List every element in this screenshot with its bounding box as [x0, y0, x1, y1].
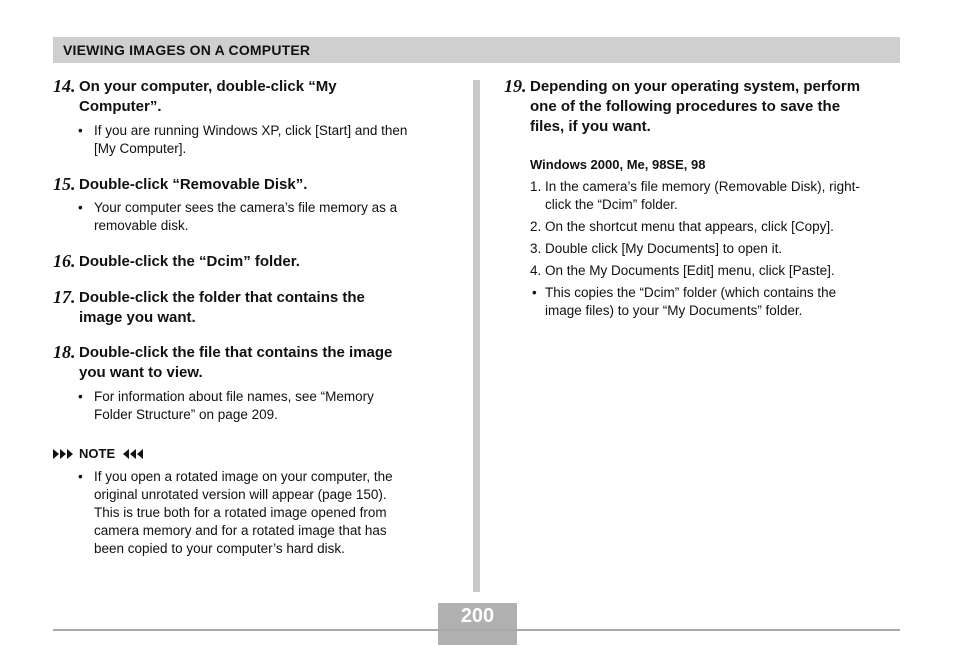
step-text: you want to view.	[79, 364, 203, 381]
step-14	[53, 77, 453, 117]
step-text: Computer”.	[79, 98, 162, 115]
step-number: 19.	[504, 76, 527, 96]
bullet-line: • If you are running Windows XP, click [Start] and then	[94, 123, 408, 138]
step-18-bullets	[53, 388, 453, 424]
procedure-item	[504, 218, 904, 236]
step-text: files, if you want.	[530, 118, 651, 135]
note-bullet-item	[53, 468, 453, 558]
right-column	[504, 77, 904, 320]
step-14-bullets	[53, 122, 453, 158]
step-number: 16.	[53, 251, 76, 271]
note-heading	[53, 446, 453, 461]
bullet-item	[53, 199, 453, 235]
note-line: • If you open a rotated image on your computer, the	[94, 469, 393, 484]
item-line: In the camera’s file memory (Removable Disk), right-	[545, 179, 860, 194]
section-header	[53, 37, 900, 63]
bullet-line: • Your computer sees the camera’s file memory as a	[94, 200, 398, 215]
procedure-list	[504, 178, 904, 320]
procedure-note-item	[504, 284, 904, 320]
item-line: click the “Dcim” folder.	[545, 197, 678, 212]
step-text: Double-click “Removable Disk”.	[79, 176, 308, 193]
note-left-arrows-icon	[121, 448, 143, 460]
page-number-tab	[438, 631, 517, 645]
step-15	[53, 175, 453, 195]
item-line: image files) to your “My Documents” folder.	[545, 303, 803, 318]
bullet-line: removable disk.	[94, 218, 189, 233]
procedure-item	[504, 262, 904, 280]
left-column	[53, 77, 453, 558]
page-number-box	[438, 603, 517, 645]
item-line: On the shortcut menu that appears, click [Copy].	[545, 219, 834, 234]
procedure-item	[504, 240, 904, 258]
item-line: On the My Documents [Edit] menu, click [Paste].	[545, 263, 835, 278]
step-number: 17.	[53, 287, 76, 307]
step-number: 18.	[53, 342, 76, 362]
item-number: 3.	[530, 241, 542, 256]
step-number: 15.	[53, 174, 76, 194]
note-line: This is true both for a rotated image opened from	[94, 505, 387, 520]
note-title: NOTE	[79, 446, 116, 461]
bullet-line: • For information about file names, see “Memory	[94, 389, 374, 404]
bullet-line: Folder Structure” on page 209.	[94, 407, 278, 422]
note-line: original unrotated version will appear (page 150).	[94, 487, 387, 502]
note-right-arrows-icon	[53, 448, 75, 460]
procedure-item	[504, 178, 904, 214]
step-text: Double-click the folder that contains the	[79, 289, 365, 306]
note-line: been copied to your computer’s hard disk.	[94, 541, 345, 556]
step-text: On your computer, double-click “My	[79, 78, 337, 95]
item-number: 4.	[530, 263, 542, 278]
step-text: image you want.	[79, 309, 196, 326]
bullet-item	[53, 388, 453, 424]
step-number: 14.	[53, 76, 76, 96]
step-15-bullets	[53, 199, 453, 235]
os-subheading: Windows 2000, Me, 98SE, 98	[530, 157, 706, 172]
step-17	[53, 288, 453, 328]
item-line: This copies the “Dcim” folder (which contains the	[545, 285, 837, 300]
note-line: camera memory and for a rotated image that has	[94, 523, 387, 538]
bullet-item	[53, 122, 453, 158]
step-16	[53, 252, 453, 272]
step-19	[504, 77, 904, 137]
column-divider	[473, 80, 480, 592]
bullet-line: [My Computer].	[94, 141, 187, 156]
item-number: 1.	[530, 179, 542, 194]
step-text: Double-click the file that contains the image	[79, 344, 393, 361]
page-number: 200	[438, 603, 517, 629]
note-bullets	[53, 468, 453, 558]
step-text: Double-click the “Dcim” folder.	[79, 253, 300, 270]
step-text: Depending on your operating system, perform	[530, 78, 861, 95]
step-18	[53, 343, 453, 383]
item-line: Double click [My Documents] to open it.	[545, 241, 783, 256]
step-text: one of the following procedures to save the	[530, 98, 841, 115]
section-title: VIEWING IMAGES ON A COMPUTER	[63, 42, 311, 58]
bullet-mark: •	[532, 285, 537, 300]
item-number: 2.	[530, 219, 542, 234]
